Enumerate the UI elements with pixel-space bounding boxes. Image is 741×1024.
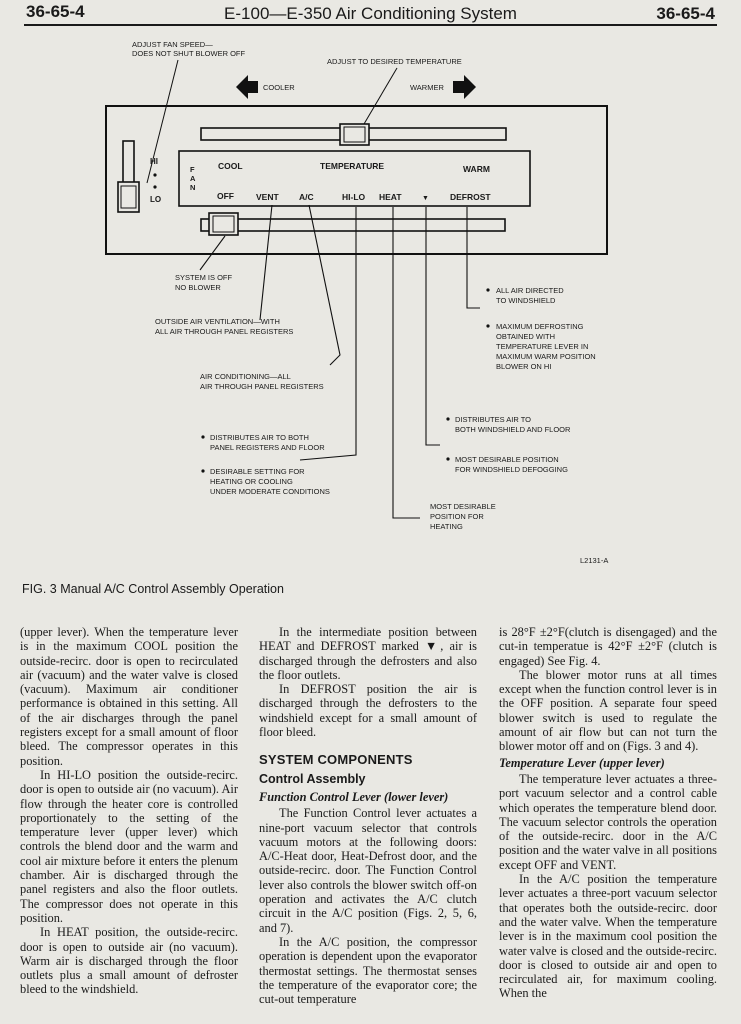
subsection-heading: Control Assembly [259, 771, 366, 786]
fan-slider-track[interactable] [123, 141, 134, 183]
topic-heading: Function Control Lever (lower lever) [259, 789, 449, 804]
callout-fan-speed-1: ADJUST FAN SPEED— [132, 40, 213, 49]
text-column-2 [259, 625, 477, 1006]
callout-hilo-b-1: DESIRABLE SETTING FOR [210, 467, 305, 476]
paragraph: The Function Control lever actuates a nine-port vacuum selector that controls vacuum motors at the following doors: A/C-Heat door, Heat-Defrost door, and the outside-recirc. door. The Function Control lever also controls the blower switch off-on operation and activates the A/C clutch circuit in the A/C position (Figs. 2, 5, 6, and 7). [259, 806, 477, 935]
position-hi-lo: HI-LO [342, 192, 366, 202]
callout-ac-1: AIR CONDITIONING—ALL [200, 372, 291, 381]
callout-heat-3: HEATING [430, 522, 463, 531]
callout-desired-temp: ADJUST TO DESIRED TEMPERATURE [327, 57, 462, 66]
callout-hilo-a-2: PANEL REGISTERS AND FLOOR [210, 443, 325, 452]
fan-hi-label: HI [150, 157, 158, 166]
callout-defrost-b-1: MAXIMUM DEFROSTING [496, 322, 584, 331]
callout-defrost-b-4: MAXIMUM WARM POSITION [496, 352, 596, 361]
cooler-arrow-icon [236, 75, 258, 99]
callout-hilo-a-1: DISTRIBUTES AIR TO BOTH [210, 433, 309, 442]
temperature-label: TEMPERATURE [320, 161, 385, 171]
paragraph: In HI-LO position the outside-recirc. door is open to outside air (no vacuum). Air flow through the heater core is controlled proportionately to the setting of the temperature lever (upper lever) which controls the blend door and the warm and cool air mixture before it enters the plenum chamber. Air is discharged through the panel registers and also the floor outlets. The compressor does not operate in this position. [20, 767, 238, 925]
callout-vent-1: OUTSIDE AIR VENTILATION—WITH [155, 317, 280, 326]
callout-heat-1: MOST DESIRABLE [430, 502, 496, 511]
callout-defrost-b-5: BLOWER ON HI [496, 362, 552, 371]
figure-caption: FIG. 3 Manual A/C Control Assembly Operation [22, 582, 284, 596]
callout-defrost-a-1: ALL AIR DIRECTED [496, 286, 564, 295]
paragraph: The blower motor runs at all times except when the function control lever is in the OFF position. A separate four speed blower switch is used to regulate the amount of air flow but can not turn the blower motor off and on (Figs. 3 and 4). [499, 667, 717, 754]
control-assembly-diagram [0, 30, 741, 575]
figure-reference-code: L2131-A [580, 556, 609, 565]
paragraph: In DEFROST position the air is discharged through the defrosters to the windshield except for a small amount of floor bleed. [259, 682, 477, 740]
position-defrost: DEFROST [450, 192, 491, 202]
callout-hilo-b-3: UNDER MODERATE CONDITIONS [210, 487, 330, 496]
warmer-arrow-icon [453, 75, 476, 99]
fan-label-a: A [190, 174, 196, 183]
callout-hilo-b-2: HEATING OR COOLING [210, 477, 293, 486]
callout-mid-a-1: DISTRIBUTES AIR TO [455, 415, 531, 424]
paragraph: In HEAT position, the outside-recirc. door is open to outside air (no vacuum). Warm air is discharged through the floor outlets plus a small amount of defroster bleed to the windshield. [20, 925, 238, 997]
page-number-right: 36-65-4 [656, 4, 715, 23]
paragraph: In the intermediate position between HEAT and DEFROST marked ▼, air is discharged through the defrosters and also the floor outlets. [259, 625, 477, 682]
cooler-label: COOLER [263, 83, 295, 92]
callout-ac-2: AIR THROUGH PANEL REGISTERS [200, 382, 324, 391]
topic-heading: Temperature Lever (upper lever) [499, 755, 665, 770]
callout-mid-a-2: BOTH WINDSHIELD AND FLOOR [455, 425, 571, 434]
text-column-1 [20, 625, 238, 997]
fan-label-f: F [190, 165, 195, 174]
page-title: E-100—E-350 Air Conditioning System [224, 4, 517, 23]
callout-heat-2: POSITION FOR [430, 512, 484, 521]
callout-defrost-a-2: TO WINDSHIELD [496, 296, 556, 305]
paragraph: In the A/C position, the compressor operation is dependent upon the evaporator thermostat settings. The thermostat senses the temperature of the evaporator core; the cut-out temperature [259, 934, 477, 1007]
section-heading: SYSTEM COMPONENTS [259, 752, 413, 768]
page-header [24, 2, 717, 26]
callout-mid-b-1: MOST DESIRABLE POSITION [455, 455, 559, 464]
fan-label-n: N [190, 183, 196, 192]
warm-label: WARM [463, 164, 490, 174]
paragraph: (upper lever). When the temperature lever is in the maximum COOL position the outside-recirc. door is open to recirculated air (vacuum) and the water valve is closed (vacuum). Maximum air conditioner performance is obtained in this setting. All of the air discharges through the panel registers except for a small amount of floor bleed. The compressor operates in this position. [20, 625, 238, 768]
callout-system-off-1: SYSTEM IS OFF [175, 273, 233, 282]
paragraph: In the A/C position the temperature lever actuates a three-port vacuum selector that operates both the outside-recirc. door and the water valve. When the temperature lever is in the maximum cool position the water valve is closed and the outside-recirc. door is closed to outside air and open to recirculated air, for maximum cooling. When the [499, 872, 717, 1001]
callout-defrost-b-3: TEMPERATURE LEVER IN [496, 342, 589, 351]
paragraph: is 28°F ±2°F(clutch is disengaged) and the cut-in temperatue is 42°F ±2°F (clutch is engaged) See Fig. 4. [499, 625, 717, 668]
callout-system-off-2: NO BLOWER [175, 283, 221, 292]
page-number-left: 36-65-4 [26, 2, 85, 21]
cool-label: COOL [218, 161, 243, 171]
position-heat: HEAT [379, 192, 402, 202]
callout-vent-2: ALL AIR THROUGH PANEL REGISTERS [155, 327, 294, 336]
callout-fan-speed-2: DOES NOT SHUT BLOWER OFF [132, 49, 246, 58]
position-heat-defrost-marker: ▼ [422, 195, 429, 202]
callout-defrost-b-2: OBTAINED WITH [496, 332, 556, 341]
callout-mid-b-2: FOR WINDSHIELD DEFOGGING [455, 465, 568, 474]
position-vent: VENT [256, 192, 279, 202]
paragraph: The temperature lever actuates a three-port vacuum selector and a control cable which operates the temperature blend door. The vacuum selector controls the operation of the outside-recirc. door in the A/C position and the water valve in all positions except OFF and VENT. [499, 771, 717, 872]
fan-lo-label: LO [150, 195, 162, 204]
position-ac: A/C [299, 192, 314, 202]
function-slider-track[interactable] [201, 219, 505, 231]
position-off: OFF [217, 191, 234, 201]
warmer-label: WARMER [410, 83, 444, 92]
text-column-3 [499, 625, 717, 1001]
